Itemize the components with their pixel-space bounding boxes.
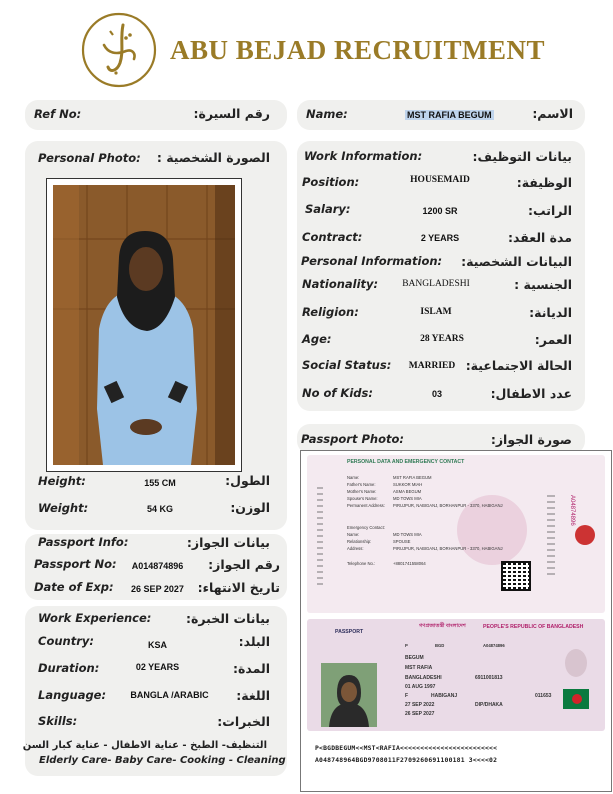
pd-value-4: PIRUJPUR, NABIGANJ, BORHANPUR - 3370, HABIGANJ xyxy=(393,503,503,508)
age-value: 28 YEARS xyxy=(420,334,464,344)
company-name: ABU BEJAD RECRUITMENT xyxy=(170,35,546,65)
passport-qr-code xyxy=(501,561,531,591)
bio-sex: F xyxy=(405,693,409,699)
weight-label-ar: الوزن: xyxy=(230,500,270,515)
pd-value-0: MST RAFIA BEGUM xyxy=(393,475,432,480)
bio-personal-no: 6911001813 xyxy=(475,675,503,681)
bio-type: P xyxy=(405,643,408,648)
bio-flag xyxy=(563,689,589,709)
bio-authority: DIP/DHAKA xyxy=(475,702,503,708)
social-status-label-ar: الحالة الاجتماعية: xyxy=(465,358,572,373)
passport-data-heading: PERSONAL DATA AND EMERGENCY CONTACT xyxy=(347,459,465,465)
language-value: BANGLA /ARABIC xyxy=(130,690,209,700)
position-value: HOUSEMAID xyxy=(410,175,470,185)
kids-label: No of Kids: xyxy=(302,386,373,400)
personal-photo-label-ar: الصورة الشخصية : xyxy=(156,150,270,165)
mrz-line-2: A048748964BGD9708011F2709260691100181 3<<<<02 xyxy=(315,756,498,764)
salary-label-ar: الراتب: xyxy=(528,203,572,218)
ec-value-3: PIRUJPUR, NABIGANJ, BORHANPUR - 3370, HABIGANJ xyxy=(393,546,503,551)
personal-photo xyxy=(46,178,242,472)
religion-value: ISLAM xyxy=(420,307,452,317)
pd-label-2: Mother's Name: xyxy=(347,489,377,494)
bio-expiry-date: 26 SEP 2027 xyxy=(405,711,435,717)
mrz-line-1: P<BGDBEGUM<<MST<RAFIA<<<<<<<<<<<<<<<<<<<<<<<< xyxy=(315,744,498,752)
passport-bio-photo xyxy=(321,663,377,727)
position-label-ar: الوظيفة: xyxy=(516,175,572,190)
duration-label-ar: المدة: xyxy=(233,661,270,676)
work-experience-heading-ar: بيانات الخبرة: xyxy=(185,611,270,626)
contract-label: Contract: xyxy=(302,230,363,244)
passport-perforation-right xyxy=(547,495,555,575)
country-label: Country: xyxy=(38,634,94,648)
contract-label-ar: مدة العقد: xyxy=(508,230,572,245)
duration-value: 02 YEARS xyxy=(135,662,180,672)
pd-label-1: Father's Name: xyxy=(347,482,376,487)
ec-label-3: Address: xyxy=(347,546,364,551)
bio-surname: BEGUM xyxy=(405,655,424,661)
height-label: Height: xyxy=(38,474,86,488)
language-label-ar: اللغة: xyxy=(236,688,270,703)
skills-ar: التنظيف- الطبخ - عناية الاطفال - عناية كبار السن xyxy=(22,740,267,751)
pd-value-1: SUKKOR MIAH xyxy=(393,482,423,487)
passport-no-value: A014874896 xyxy=(131,561,184,571)
passport-emblem xyxy=(575,525,595,545)
passport-exp-label-ar: تاريخ الانتهاء: xyxy=(197,580,280,595)
salary-value: 1200 SR xyxy=(422,206,458,216)
passport-data-page xyxy=(307,455,605,613)
passport-country-en: PEOPLE'S REPUBLIC OF BANGLADESH xyxy=(483,624,584,630)
skills-label: Skills: xyxy=(38,714,78,728)
passport-exp-value: 26 SEP 2027 xyxy=(131,584,184,594)
passport-no-label: Passport No: xyxy=(34,557,117,571)
weight-label: Weight: xyxy=(38,501,89,515)
age-label-ar: العمر: xyxy=(534,332,572,347)
personal-photo-label: Personal Photo: xyxy=(38,151,141,165)
passport-bio-page xyxy=(307,619,605,731)
personal-info-heading: Personal Information: xyxy=(301,254,443,268)
ec-value-4: +8801741558064 xyxy=(393,561,426,566)
personal-info-heading-ar: البيانات الشخصية: xyxy=(461,254,572,269)
work-info-heading: Work Information: xyxy=(304,149,423,163)
name-label-ar: الاسم: xyxy=(532,106,573,121)
company-logo xyxy=(80,11,158,89)
religion-label: Religion: xyxy=(302,305,359,319)
age-label: Age: xyxy=(302,332,332,346)
country-label-ar: البلد: xyxy=(238,634,270,649)
skills-label-ar: الخبرات: xyxy=(217,714,270,729)
bio-given-name: MST RAFIA xyxy=(405,665,433,671)
pd-label-3: Spouse's Name: xyxy=(347,496,378,501)
ec-label-4: Telephone No.: xyxy=(347,561,376,566)
kids-value: 03 xyxy=(431,389,442,399)
position-label: Position: xyxy=(302,175,360,189)
ec-value-2: SPOUSE xyxy=(393,539,411,544)
passport-word: PASSPORT xyxy=(335,629,364,635)
bio-prev-passport: 011653 xyxy=(535,693,552,699)
country-value: KSA xyxy=(147,640,167,650)
social-status-value: MARRIED xyxy=(408,361,456,371)
pd-label-4: Permanent Address: xyxy=(347,503,385,508)
passport-photo-label-ar: صورة الجواز: xyxy=(490,432,572,447)
contract-value: 2 YEARS xyxy=(420,233,460,243)
bio-passport-no: A04874896 xyxy=(483,643,505,648)
language-label: Language: xyxy=(38,688,107,702)
ec-label-2: Relationship: xyxy=(347,539,372,544)
ref-label-ar: رقم السيرة: xyxy=(193,106,270,121)
ec-label-1: Name: xyxy=(347,532,360,537)
bio-nationality: BANGLADESHI xyxy=(405,675,442,681)
social-status-label: Social Status: xyxy=(302,358,392,372)
name-label: Name: xyxy=(306,107,348,121)
passport-exp-label: Date of Exp: xyxy=(34,580,114,594)
ec-value-1: MD TOWS MIA xyxy=(393,532,422,537)
height-value: 155 CM xyxy=(144,478,176,488)
kids-label-ar: عدد الاطفال: xyxy=(490,386,572,401)
religion-label-ar: الديانة: xyxy=(529,305,572,320)
bio-code: BGD xyxy=(435,643,445,648)
weight-value: 54 KG xyxy=(146,504,173,514)
bio-dob: 01 AUG 1997 xyxy=(405,684,436,690)
passport-info-heading: Passport Info: xyxy=(38,535,129,549)
passport-no-label-ar: رقم الجواز: xyxy=(208,557,280,572)
passport-side-number: A04874896 xyxy=(569,495,575,526)
pd-value-3: MD TOWS MIA xyxy=(393,496,422,501)
nationality-label: Nationality: xyxy=(302,277,379,291)
passport-info-heading-ar: بيانات الجواز: xyxy=(186,535,270,550)
ec-label-0: Emergency Contact: xyxy=(347,525,385,530)
duration-label: Duration: xyxy=(38,661,100,675)
name-value: MST RAFIA BEGUM xyxy=(407,110,492,120)
passport-scan xyxy=(300,450,612,792)
nationality-value: BANGLADESHI xyxy=(402,279,470,289)
bio-ghost-photo xyxy=(565,649,587,677)
passport-photo-label: Passport Photo: xyxy=(301,432,404,446)
bio-issue-date: 27 SEP 2022 xyxy=(405,702,435,708)
skills-en: Elderly Care- Baby Care- Cooking - Cleaning xyxy=(39,755,286,766)
passport-country-bn: গণপ্রজাতন্ত্রী বাংলাদেশ xyxy=(419,623,466,629)
pd-value-2: ASMA BEGUM xyxy=(393,489,422,494)
nationality-label-ar: الجنسية : xyxy=(514,277,572,292)
work-experience-heading: Work Experience: xyxy=(38,611,152,625)
pd-label-0: Name: xyxy=(347,475,360,480)
passport-perforation-left xyxy=(317,485,323,585)
work-info-heading-ar: بيانات التوظيف: xyxy=(472,149,572,164)
bio-birth-place: HABIGANJ xyxy=(431,693,458,699)
ref-label: Ref No: xyxy=(34,107,82,121)
height-label-ar: الطول: xyxy=(225,473,270,488)
salary-label: Salary: xyxy=(305,202,351,216)
